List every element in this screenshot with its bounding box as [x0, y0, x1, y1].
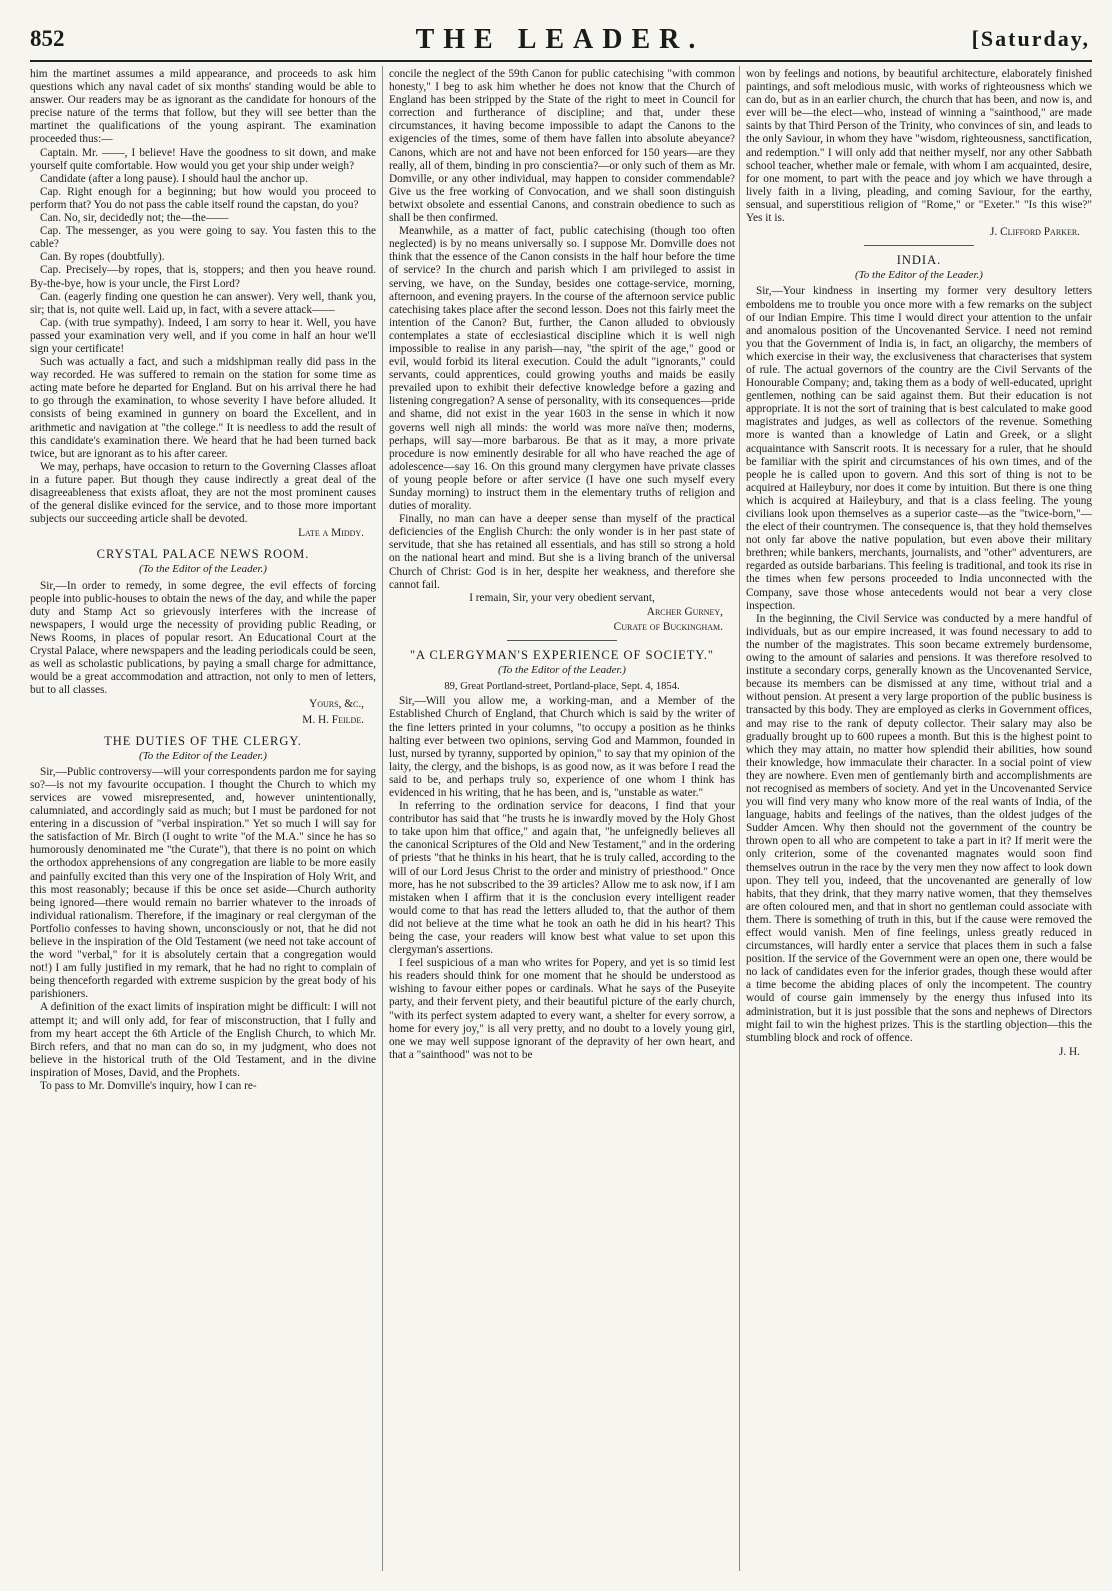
- paragraph: Captain. Mr. ——, I believe! Have the goodness to sit down, and make yourself quite comfortable. How would you get your ship under weigh?: [30, 146, 376, 172]
- signature: J. Clifford Parker.: [990, 226, 1080, 239]
- section-rule: [507, 640, 617, 641]
- paragraph: A definition of the exact limits of inspiration might be difficult: I will not attempt it; and will only add, for fear of misconstruction, that I fully and from my heart accept the 6th Article of the English Church, to which Mr. Birch refers, and that no man can do so, in my judgment, who does not believe in the historical truth of the Old Testament, and in the divine inspiration of Moses, David, and the Prophets.: [30, 1001, 376, 1079]
- paragraph: Such was actually a fact, and such a midshipman really did pass in the way recorded. He was suffered to remain on the station for some time as acting mate before he departed for England. But on his arrival there he had to go through the examination, to whose severity I have before alluded. It consists of being examined in gunnery on board the Excellent, and in arithmetic and navigation at "the college." It is needless to add the result of this candidate's examination there. We heard that he had been turned back twice, but are ignorant as to his after career.: [30, 356, 376, 460]
- article-heading: THE DUTIES OF THE CLERGY.: [104, 733, 302, 748]
- paragraph: Can. By ropes (doubtfully).: [40, 251, 165, 264]
- paragraph: Can. (eagerly finding one question he can answer). Very well, thank you, sir; that is, not quite well. Laid up, in fact, with a severe attack——: [30, 290, 376, 316]
- editor-line: (To the Editor of the Leader.): [498, 664, 626, 677]
- paragraph: Finally, no man can have a deeper sense than myself of the practical deficiencies of the English Church: the only wonder is in her past state of servitude, that she has retained all essentials, and has still so strong a hold on the national heart and mind. But she is a living branch of the universal Church of Christ: God is in her, despite her weakness, and therefore she cannot fail.: [389, 513, 735, 591]
- paragraph: Cap. (with true sympathy). Indeed, I am sorry to hear it. Well, you have passed your examination very well, and if you come in half an hour we'll sign your certificate!: [30, 316, 376, 355]
- paragraph: won by feelings and notions, by beautiful architecture, elaborately finished paintings, and soft melodious music, with works of righteousness which we can do, but as in an earlier church, the church that has been, and now is, and ever will be—the elect—who, instead of winning a "sainthood," are made saints by that Third Person of the Trinity, who convinces of sin, and leads to the only Saviour, in whom they have "wisdom, righteousness, sanctification, and redemption." I will only add that neither myself, nor any other Sabbath school teacher, whether male or female, with whom I am acquainted, desire, for one moment, to part with the peace and joy which we have through a lively faith in a living, pleading, and coming Saviour, for the earthy, sensual, and superstitious religion of "Rome," or "Exeter." "Is this wise?" Yes it is.: [746, 68, 1092, 225]
- editor-line: (To the Editor of the Leader.): [139, 749, 267, 762]
- signature: J. H.: [1058, 1045, 1080, 1058]
- paragraph: Meanwhile, as a matter of fact, public catechising (though too often neglected) is by no means universally so. I suppose Mr. Domville does not think that the essence of the Canon consists in the half hour before the time of service? In the church and parish which I am privileged to assist in serving, we have, on the Sunday, besides one cottage-service, morning, afternoon, and evening prayers. In the course of the afternoon service public catechising takes place after the second lesson. Does not this fairly meet the intention of the Canon? But, further, the Canon alluded to obviously contemplates a state of ecclesiastical discipline which it is well nigh impossible to realise in any parish—nay, "the spirit of the age," good or evil, would forbid its literal execution. Could the adult "ignorants," could servants, could apprentices, could growing youths and maids be easily prevailed upon to exhibit their defective knowledge before a gazing and listening congregation? A sense of personality, with its consequences—pride and shame, did not exist in the year 1603 in the sense in which it now governs well nigh all minds: the world was more naïve then; moderns, perhaps, will say—more barbarous. Be that as it may, a more private procedure is now eminently desirable for all who have reached the age of adolescence—say 16. On this ground many clergymen have private classes of young people before or after service (I have one such myself every Sunday morning) to instruct them in the elementary truths of religion and duties of morality.: [389, 225, 735, 513]
- closing: Yours, &c.,: [309, 698, 364, 711]
- paragraph: Sir,—Your kindness in inserting my former very desultory letters emboldens me to trouble you once more with a few remarks on the subject of our Indian Empire. This time I would direct your attention to the unfair and anomalous position of the Uncovenanted Service. I need not remind you that the Government of India is, in fact, an oligarchy, the members of which exercise in their way, the exclusiveness that characterises that system of rule. The actual governors of the country are the Civil Servants of the Honourable Company; and, taking them as a body of well-educated, upright gentlemen, nothing can be said against them. But their education is not appropriate. It is not the sort of training that is best calculated to make good magistrates and judges, as well as collectors of the revenue. Something more is wanted than a knowledge of Latin and Greek, or a slight acquaintance with Sanscrit roots. It is necessary for a ruler, that he should be familiar with the spirit and circumstances of his own times, and of the people he is called upon to govern. And this sort of thing is not to be acquired at Haileybury, nor does it come by intuition. But there is one thing which is acquired at Haileybury, and that is a class feeling. The young civilians look upon themselves as a superior caste—as the "twice-born,"—the elect of their countrymen. The consequence is, that they hold themselves not only far above the native population, but even above their military brethren; while bankers, merchants, journalists, and "other" adventurers, are regarded as outside barbarians. This feeling is traditional, and took its rise in the times when few persons proceeded to India unconnected with the Company, save those whose antecedents would not bear a very close inspection.: [746, 285, 1092, 612]
- closing: I remain, Sir, your very obedient servant,: [469, 591, 655, 604]
- paragraph: Sir,—Public controversy—will your correspondents pardon me for saying so?—is not my favourite occupation. I thought the Church to which my services are vowed misrepresented, and, however unintentionally, calumniated, and accordingly said as much; but I must be pardoned for not entering in a discussion of "verbal inspiration." Yet so much I will say for the satisfaction of Mr. Birch (I ought to write "of the M.A." since he has so humorously denominated me "the Curate"), that there is no point on which the orthodox apprehensions of any congregation are liable to be more easily and painfully excited than this very one of the Inspiration of Holy Writ, and this most reasonably; because if this be once set aside—Church authority being ignored—there would remain no barrier whatever to the inroads of individual rationalism. Therefore, if the imaginary or real clergyman of the Portfolio confesses to having shown, unconsciously or not, that he did not believe in the inspiration of the Old Testament (we need not take account of the word "verbal," for it is absolutely certain that a congregation would not!) I am fully justified in my remark, that he had no right to complain of being thenceforth regarded with extreme suspicion by the great body of his parishioners.: [30, 765, 376, 1001]
- address-line: 89, Great Portland-street, Portland-place, Sept. 4, 1854.: [444, 681, 680, 693]
- paragraph: To pass to Mr. Domville's inquiry, how I can re-: [40, 1080, 257, 1093]
- paragraph: Cap. Precisely—by ropes, that is, stoppers; and then you heave round. By-the-bye, how is your uncle, the First Lord?: [30, 264, 376, 290]
- paragraph: him the martinet assumes a mild appearance, and proceeds to ask him questions which any naval cadet of six months' standing would be able to answer. Our readers may be as ignorant as the candidate for honours of the precise nature of the terms that follow, but they will see better than the martinet the qualifications of the young aspirant. The examination proceeded thus:—: [30, 68, 376, 146]
- paragraph: We may, perhaps, have occasion to return to the Governing Classes afloat in a future paper. But though they cause indirectly a great deal of the disagreeableness that exists afloat, they are not the most prominent causes of the general dislike evinced for the service, and to those more important subjects our succeeding article shall be devoted.: [30, 460, 376, 526]
- article-heading: "A CLERGYMAN'S EXPERIENCE OF SOCIETY.": [409, 648, 715, 663]
- signature: Archer Gurney,: [646, 605, 723, 618]
- signature: Late a Middy.: [298, 527, 364, 540]
- issue-day: [Saturday,: [971, 26, 1090, 51]
- paragraph: Sir,—Will you allow me, a working-man, and a Member of the Established Church of England, that Church which is said by the writer of the fine letters printed in your columns, "to occupy a position as he thinks halting ever between two opinions, serving God and Mammon, founded in lust, nursed by tyranny, supported by opinion," to say that my opinion of the laity, the clergy, and the bishops, is as good now, as it was before I read the said to be, and perhaps truly so, experience of one whom I think has evidenced in his writing, that he has been, and is, "unstable as water.": [389, 695, 735, 799]
- column-divider: [739, 66, 740, 1571]
- paragraph: I feel suspicious of a man who writes for Popery, and yet is so timid lest his readers should think for one moment that he should be understood as wishing to favour either popes or cardinals. What he says of the Puseyite party, and their fervent piety, and their beautiful picture of the early church, "with its perfect system adapted to every want, a shelter for every sorrow, a home for every joy," is all very pretty, and no doubt to a lovely young girl, one we may well suppose ignorant of the depravity of her own heart, and that a "sainthood" was not to be: [389, 957, 735, 1061]
- masthead: [30, 20, 1090, 62]
- column-3: [746, 68, 1092, 1573]
- editor-line: (To the Editor of the Leader.): [855, 269, 983, 282]
- paragraph: Cap. The messenger, as you were going to say. You fasten this to the cable?: [30, 225, 376, 251]
- signature-title: Curate of Buckingham.: [613, 620, 723, 633]
- section-rule: [864, 245, 974, 246]
- masthead-rule: [30, 60, 1092, 62]
- paragraph: Can. No, sir, decidedly not; the—the——: [40, 212, 229, 225]
- paragraph: In the beginning, the Civil Service was conducted by a mere handful of individuals, but as our empire increased, it was found necessary to add to the number of the magistrates. This soon became extremely burdensome, owing to the amount of salaries and pensions. It was therefore resolved to institute a secondary corps, generally known as the Uncovenanted Service, because its members can be dismissed at any time, without trial and a without pension. At present a very large proportion of the public business is transacted by this body. They are employed as clerks in Government offices, and may rise to the rank of deputy collector. Their salary may also be gradually brought up to 600 rupees a month. But this is the highest point to which they may attain, no matter how splendid their abilities, how sound their knowledge, how immaculate their character. In a social point of view they are nowhere. Even men of gentlemanly birth and accomplishments are not recognised as members of society. And yet in the Uncovenanted Service you will find very many who know more of the real wants of India, of the language, habits and feelings of the natives, than the oldest judges of the Sudder Amcen. Why then should not the government of the country be thrown open to all who are competent to take a part in it? If merit were the only criterion, some of the covenanted magnates would soon find themselves outrun in the race by the very men they now affect to look down upon. They tell you, indeed, that the uncovenanted are generally of low habits, that they drink, that they marry native women, that they themselves are often coloured men, and that in short no gentleman could associate with them. There is something of truth in this, but if the cause were removed the effect would vanish. Men of fine feelings, unless greatly reduced in circumstances, will hardly enter a service that places them in such a false position. If the service of the Government were an open one, there would be no lack of candidates even for the inferior grades, though these would after a time become the abiding places of only the incompetent. The country would of course gain immensely by the energy thus infused into its administration, but it is just possible that the sons and nephews of Directors might fail to win the highest prizes. This is the startling objection—this the stumbling block and rock of offence.: [746, 612, 1092, 1044]
- paragraph: Sir,—In order to remedy, in some degree, the evil effects of forcing people into public-houses to obtain the news of the day, and while the paper duty and Stamp Act so grievously interferes with the increase of newspapers, I would urge the necessity of providing public Reading, or News Rooms, in places of popular resort. An Educational Court at the Crystal Palace, where newspapers and the leading periodicals could be seen, as well as scholastic publications, by paying a small charge for admittance, would be a great accommodation and attraction, not only to men of letters, but to all classes.: [30, 579, 376, 697]
- column-divider: [382, 66, 383, 1571]
- page-number: 852: [30, 26, 65, 51]
- newspaper-title: THE LEADER.: [415, 24, 705, 55]
- column-2: [389, 68, 735, 1573]
- editor-line: (To the Editor of the Leader.): [139, 563, 267, 576]
- article-heading: INDIA.: [896, 253, 942, 268]
- column-1: [30, 68, 376, 1573]
- signature: M. H. Feilde.: [302, 713, 364, 726]
- paragraph: In referring to the ordination service for deacons, I find that your contributor has said that "he trusts he is inwardly moved by the Holy Ghost to take upon him that office," and again that, "he unfeignedly believes all the canonical Scriptures of the Old and New Testament," and in the ordering of priests "that he thinks in his heart, that he is truly called, according to the will of our Lord Jesus Christ to the order and ministry of priesthood." Once more, has he not subscribed to the 39 articles? Allow me to ask now, if I am mistaken when I affirm that it is the conclusion every intelligent reader would come to that has read the letters alluded to, that the author of them did not believe at the time what he took an oath he did in his heart? This being the case, your readers will know best what value to set upon this clergyman's assertions.: [389, 800, 735, 957]
- paragraph: concile the neglect of the 59th Canon for public catechising "with common honesty," I beg to ask him whether he does not know that the Church of England has been stripped by the State of the right to meet in Council for correction and furtherance of discipline; and that, under these circumstances, it having become impossible to adapt the Canons to the exigencies of the times, some of them have fallen into absolute abeyance? Canons, which are not and have not been enforced for 150 years—are they really, all of them, binding in pro conscientia?—or only such of them as Mr. Domville, or any other individual, may happen to consider commendable? Give us the free working of Convocation, and we shall soon distinguish betwixt obsolete and essential Canons, and constrain obedience to such as shall be then confirmed.: [389, 68, 735, 225]
- paragraph: Cap. Right enough for a beginning; but how would you proceed to perform that? You do not pass the cable itself round the capstan, do you?: [30, 185, 376, 211]
- paragraph: Candidate (after a long pause). I should haul the anchor up.: [40, 172, 308, 185]
- article-heading: CRYSTAL PALACE NEWS ROOM.: [96, 547, 310, 562]
